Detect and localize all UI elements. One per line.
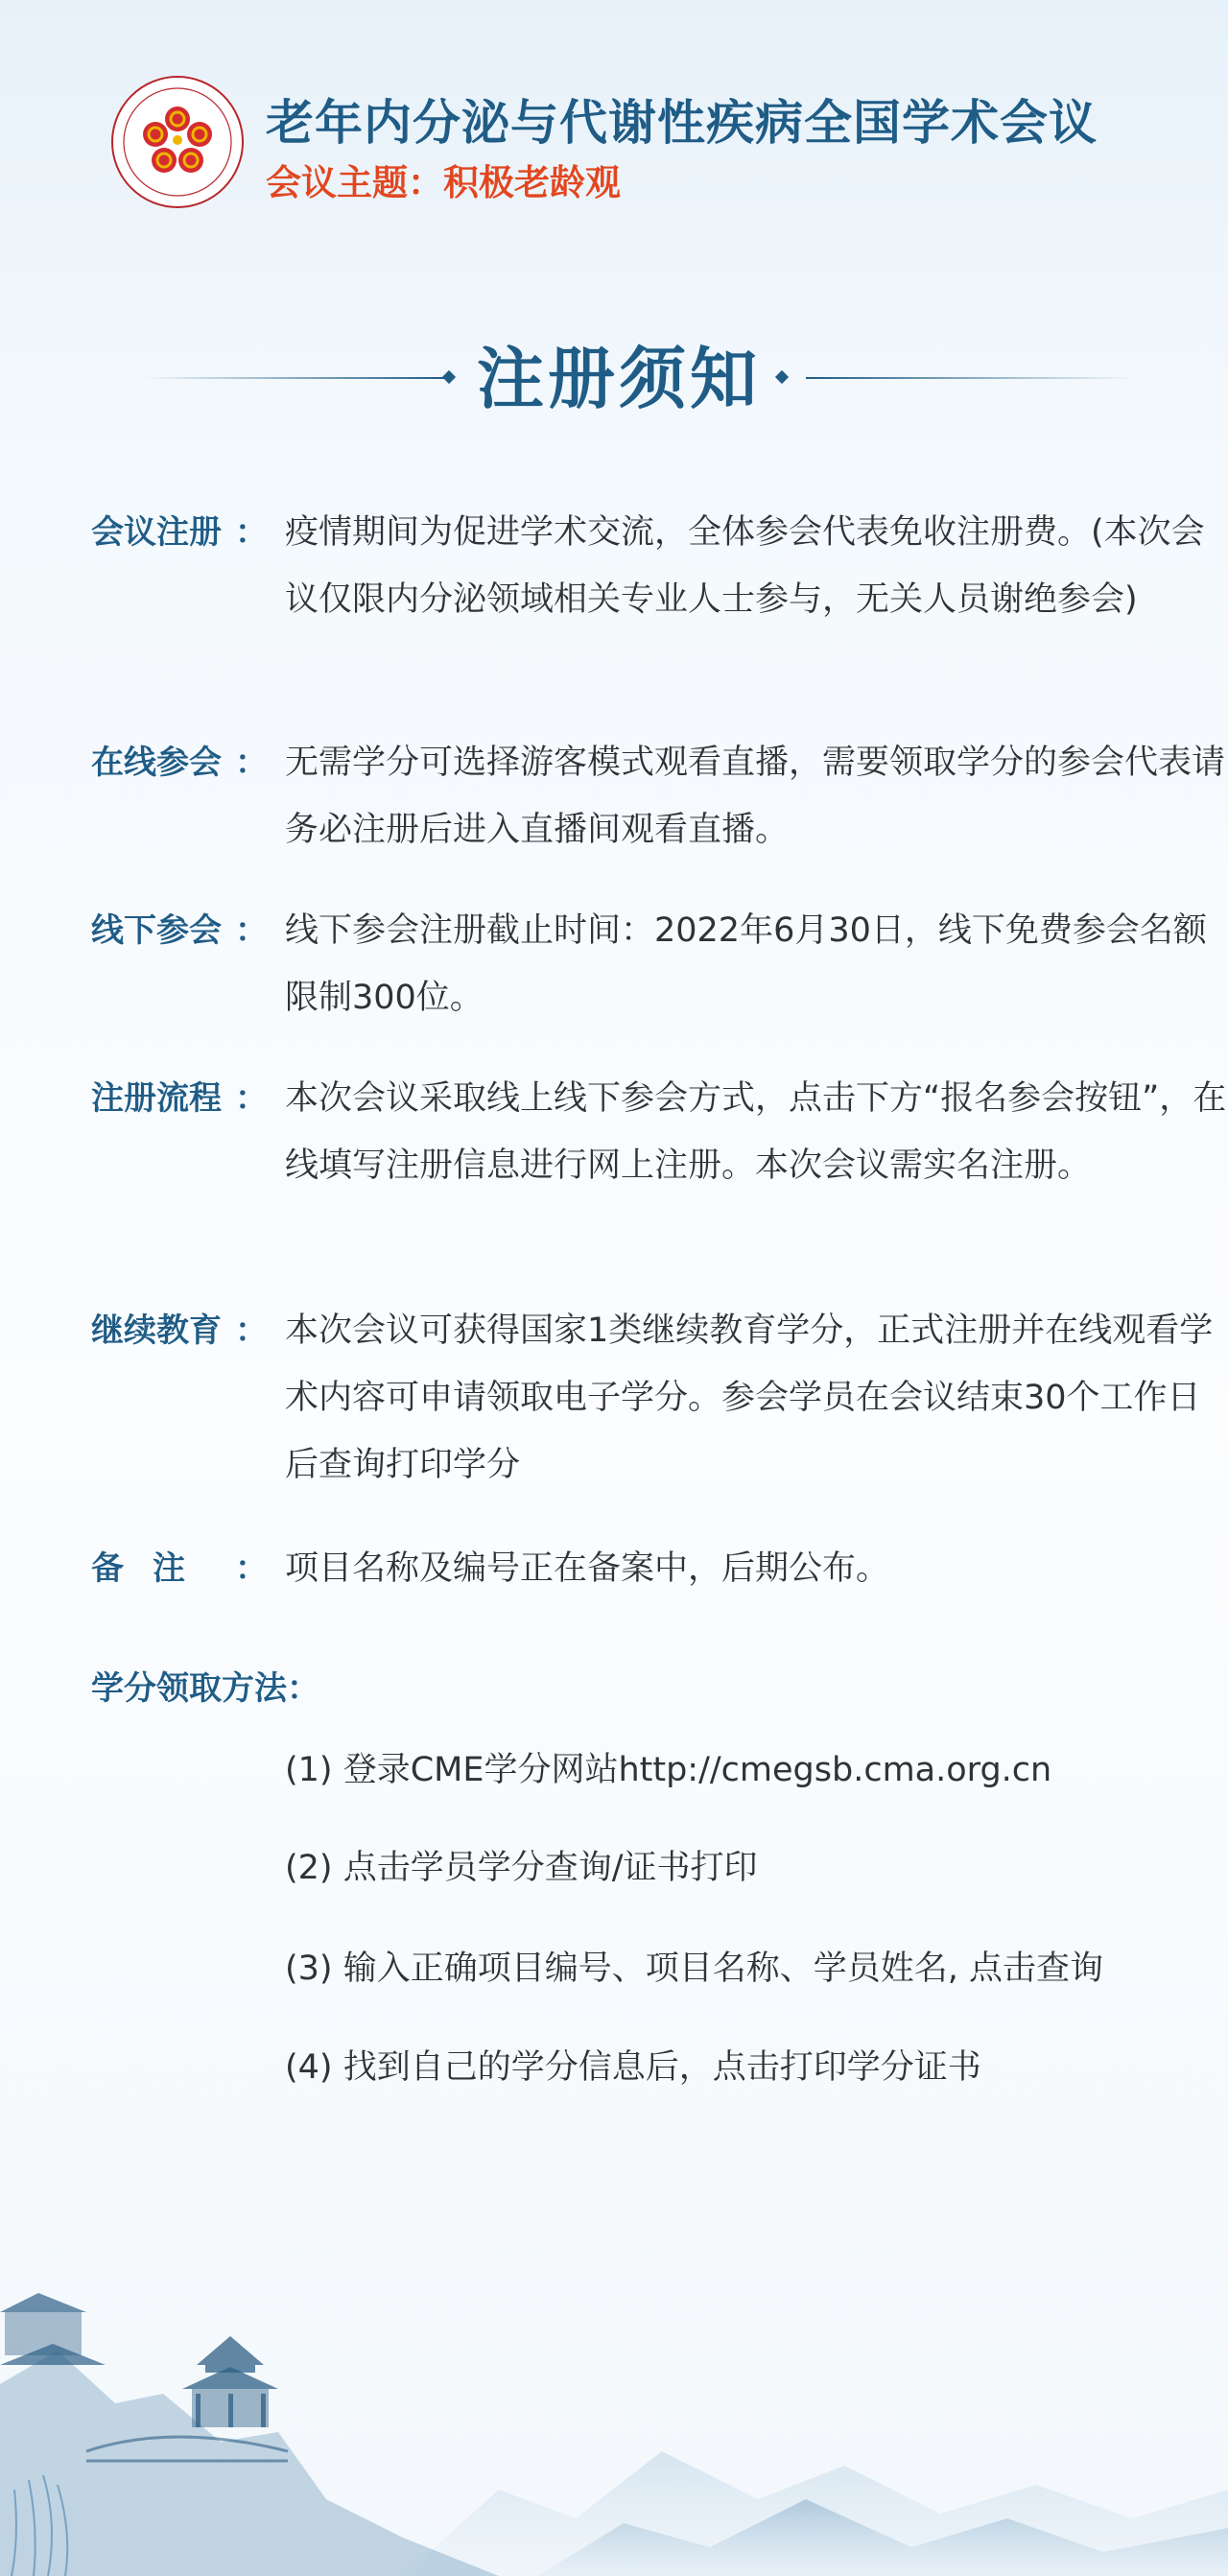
row-colon: ： [235,1079,268,1118]
row-colon: ： [235,1312,268,1350]
conference-theme: 会议主题：积极老龄观 [266,162,621,203]
row-colon: ： [235,513,268,552]
row-label: 线下参会 [91,911,222,950]
page-header [110,75,1166,219]
seal-logo-icon [110,75,245,209]
row-label: 在线参会 [91,744,222,782]
credit-step: (2) 点击学员学分查询/证书打印 [285,1849,758,1887]
row-education [91,1297,1214,1499]
credit-step: (4) 找到自己的学分信息后，点击打印学分证书 [285,2048,981,2087]
section-title: 注册须知 [477,340,761,418]
credit-step: (1) 登录CME学分网站http://cmegsb.cma.org.cn [285,1751,1052,1789]
heading-rule-right [806,377,1132,379]
heading-diamond-right [775,370,789,384]
row-text: 本次会议采取线上线下参会方式，点击下方“报名参会按钮”，在线填写注册信息进行网上注册。本次会议需实名注册。 [285,1079,1227,1185]
row-text: 项目名称及编号正在备案中，后期公布。 [285,1549,890,1588]
row-online [91,729,1226,863]
conference-title: 老年内分泌与代谢性疾病全国学术会议 [266,95,1098,151]
row-process [91,1065,1227,1266]
row-offline [91,897,1207,1031]
heading-diamond-left [442,370,456,384]
row-text: 疫情期间为促进学术交流，全体参会代表免收注册费。(本次会议仅限内分泌领域相关专业人士参与，无关人员谢绝参会) [285,513,1205,619]
section-heading [144,331,1132,427]
row-colon: ： [235,911,268,950]
row-text: 本次会议可获得国家1类继续教育学分，正式注册并在线观看学术内容可申请领取电子学分。参会学员在会议结束30个工作日后查询打印学分 [285,1312,1214,1484]
row-colon: ： [235,744,268,782]
row-colon: ： [235,1549,268,1588]
row-label: 继续教育 [91,1312,222,1350]
credit-method-label: 学分领取方法： [91,1669,319,1708]
row-label: 会议注册 [91,513,222,552]
row-remark [91,1535,1146,1602]
row-registration [91,499,1205,700]
heading-rule-left [144,377,446,379]
row-text: 无需学分可选择游客模式观看直播，需要领取学分的参会代表请务必注册后进入直播间观看直播。 [285,744,1226,849]
row-label: 注册流程 [91,1079,222,1118]
credit-step: (3) 输入正确项目编号、项目名称、学员姓名, 点击查询 [285,1950,1103,1988]
row-text: 线下参会注册截止时间：2022年6月30日，线下免费参会名额限制300位。 [285,911,1207,1017]
landscape-illustration [0,2259,1228,2576]
row-label: 备注 [91,1549,214,1588]
